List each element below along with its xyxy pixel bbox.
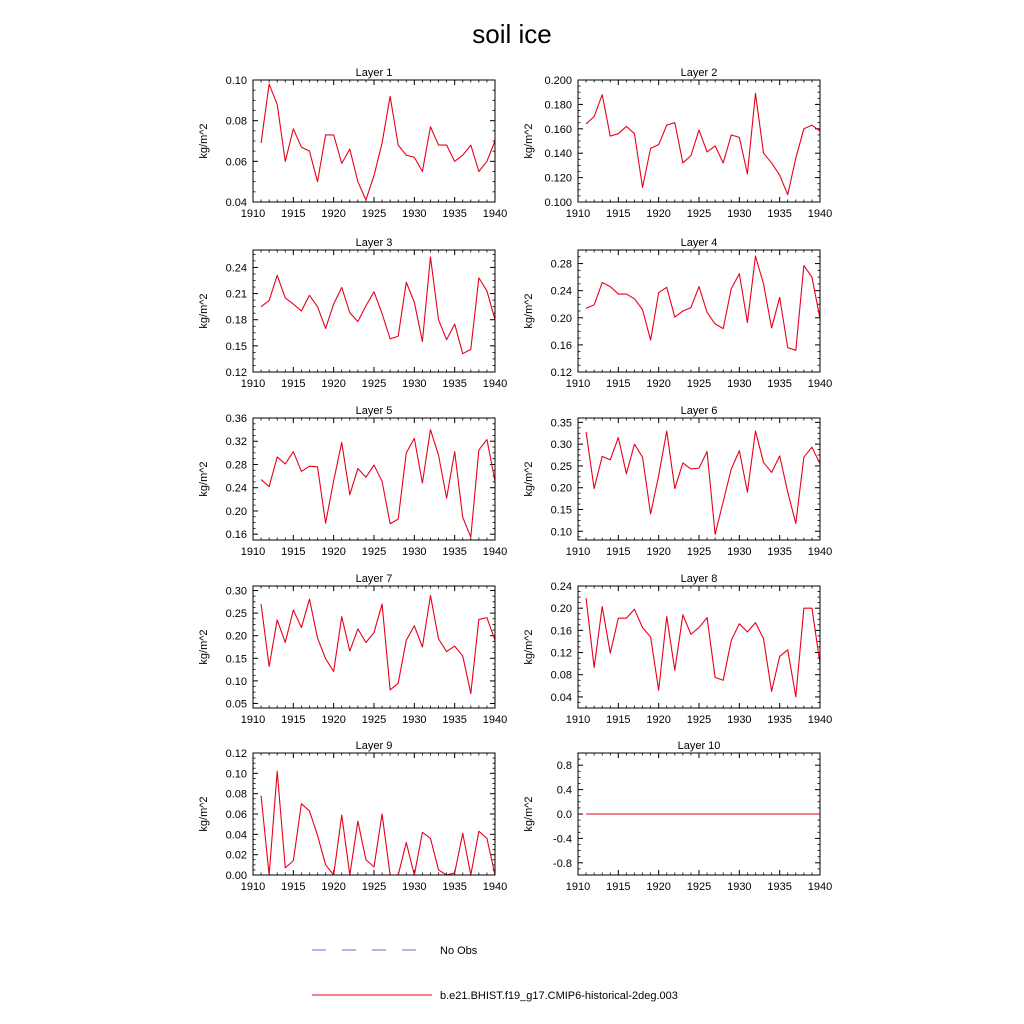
y-tick-label: 0.21 bbox=[225, 288, 247, 301]
panel-title: Layer 4 bbox=[680, 237, 718, 249]
y-tick-label: 0.02 bbox=[225, 849, 247, 862]
y-axis-label: kg/m^2 bbox=[198, 796, 210, 832]
x-tick-label: 1940 bbox=[482, 714, 508, 726]
y-tick-label: 0.28 bbox=[225, 459, 247, 472]
y-tick-label: 0.08 bbox=[225, 788, 247, 801]
x-tick-label: 1920 bbox=[321, 714, 346, 726]
x-tick-label: 1915 bbox=[606, 881, 631, 893]
x-tick-label: 1920 bbox=[646, 881, 671, 893]
x-tick-label: 1920 bbox=[321, 546, 346, 558]
x-tick-label: 1910 bbox=[240, 714, 266, 726]
y-tick-label: 0.15 bbox=[225, 653, 247, 666]
plot-frame bbox=[253, 586, 495, 708]
y-tick-label: 0.12 bbox=[225, 748, 247, 760]
x-tick-label: 1925 bbox=[686, 714, 712, 726]
x-tick-label: 1925 bbox=[361, 881, 387, 893]
y-tick-label: 0.04 bbox=[225, 197, 247, 209]
x-tick-label: 1925 bbox=[686, 208, 712, 220]
panel-title: Layer 2 bbox=[680, 67, 718, 79]
x-tick-label: 1930 bbox=[402, 208, 427, 220]
y-tick-label: 0.35 bbox=[550, 417, 572, 430]
x-tick-label: 1930 bbox=[402, 714, 427, 726]
y-tick-label: 0.20 bbox=[550, 482, 572, 495]
y-tick-label: 0.24 bbox=[225, 262, 247, 275]
x-tick-label: 1920 bbox=[646, 714, 671, 726]
x-tick-label: 1910 bbox=[565, 546, 591, 558]
plot-frame bbox=[578, 418, 820, 540]
series-line bbox=[586, 256, 820, 350]
x-tick-label: 1925 bbox=[686, 378, 712, 390]
series-line bbox=[261, 430, 495, 537]
y-axis-label: kg/m^2 bbox=[523, 293, 535, 329]
x-tick-label: 1910 bbox=[240, 881, 266, 893]
x-tick-label: 1910 bbox=[565, 378, 591, 390]
x-tick-label: 1930 bbox=[727, 378, 752, 390]
y-tick-label: -0.4 bbox=[553, 833, 572, 846]
x-tick-label: 1940 bbox=[807, 881, 833, 893]
x-tick-label: 1940 bbox=[807, 208, 833, 220]
x-tick-label: 1930 bbox=[402, 546, 427, 558]
legend-label-no-obs: No Obs bbox=[440, 945, 478, 957]
y-tick-label: 0.0 bbox=[556, 809, 572, 821]
x-tick-label: 1915 bbox=[606, 378, 631, 390]
x-tick-label: 1915 bbox=[281, 378, 306, 390]
panel-layer-5 bbox=[198, 405, 507, 558]
x-tick-label: 1920 bbox=[646, 208, 671, 220]
panel-title: Layer 1 bbox=[355, 67, 393, 79]
y-tick-label: 0.10 bbox=[225, 768, 247, 781]
y-tick-label: 0.10 bbox=[225, 675, 247, 688]
x-tick-label: 1940 bbox=[807, 378, 833, 390]
y-tick-label: 0.08 bbox=[550, 669, 572, 682]
panel-title: Layer 7 bbox=[355, 573, 393, 585]
x-tick-label: 1910 bbox=[240, 378, 266, 390]
y-axis-label: kg/m^2 bbox=[523, 629, 535, 665]
y-tick-label: 0.12 bbox=[550, 647, 572, 660]
legend-label-model: b.e21.BHIST.f19_g17.CMIP6-historical-2deg.003 bbox=[440, 990, 678, 1002]
panel-title: Layer 8 bbox=[680, 573, 718, 585]
plot-frame bbox=[253, 753, 495, 875]
x-tick-label: 1915 bbox=[606, 208, 631, 220]
panel-title: Layer 3 bbox=[355, 237, 393, 249]
x-tick-label: 1935 bbox=[767, 378, 792, 390]
y-tick-label: 0.08 bbox=[225, 115, 247, 128]
series-line bbox=[586, 598, 820, 697]
y-tick-label: 0.140 bbox=[544, 148, 572, 161]
series-line bbox=[586, 431, 820, 534]
panel-layer-3 bbox=[198, 237, 507, 390]
y-tick-label: 0.20 bbox=[550, 312, 572, 325]
y-tick-label: 0.15 bbox=[550, 504, 572, 517]
y-tick-label: 0.4 bbox=[556, 784, 572, 797]
plot-frame bbox=[253, 80, 495, 202]
y-tick-label: 0.24 bbox=[550, 581, 572, 593]
x-tick-label: 1915 bbox=[281, 546, 306, 558]
x-tick-label: 1925 bbox=[361, 208, 387, 220]
x-tick-label: 1935 bbox=[442, 714, 467, 726]
y-tick-label: 0.00 bbox=[225, 870, 247, 882]
y-tick-label: 0.32 bbox=[225, 436, 247, 449]
x-tick-label: 1920 bbox=[321, 208, 346, 220]
x-tick-label: 1940 bbox=[482, 208, 508, 220]
panel-layer-8 bbox=[523, 573, 832, 726]
x-tick-label: 1925 bbox=[361, 546, 387, 558]
series-line bbox=[586, 93, 820, 194]
x-tick-label: 1935 bbox=[767, 881, 792, 893]
y-tick-label: 0.24 bbox=[550, 285, 572, 298]
x-tick-label: 1920 bbox=[646, 378, 671, 390]
panel-layer-2 bbox=[523, 67, 832, 220]
y-tick-label: 0.12 bbox=[225, 367, 247, 379]
panel-title: Layer 5 bbox=[355, 405, 393, 417]
x-tick-label: 1930 bbox=[402, 378, 427, 390]
plot-frame bbox=[578, 586, 820, 708]
y-tick-label: 0.160 bbox=[544, 123, 572, 136]
panel-layer-6 bbox=[523, 405, 832, 558]
x-tick-label: 1915 bbox=[281, 714, 306, 726]
y-tick-label: 0.16 bbox=[225, 529, 247, 542]
y-tick-label: 0.8 bbox=[556, 760, 572, 773]
y-tick-label: 0.120 bbox=[544, 172, 572, 185]
series-line bbox=[261, 257, 495, 354]
x-tick-label: 1915 bbox=[281, 881, 306, 893]
y-tick-label: 0.100 bbox=[544, 197, 572, 209]
x-tick-label: 1935 bbox=[442, 378, 467, 390]
panel-layer-7 bbox=[198, 573, 507, 726]
y-tick-label: 0.20 bbox=[225, 505, 247, 518]
x-tick-label: 1940 bbox=[482, 378, 508, 390]
y-axis-label: kg/m^2 bbox=[198, 293, 210, 329]
x-tick-label: 1930 bbox=[727, 714, 752, 726]
x-tick-label: 1930 bbox=[727, 208, 752, 220]
y-axis-label: kg/m^2 bbox=[523, 123, 535, 159]
x-tick-label: 1935 bbox=[767, 546, 792, 558]
y-tick-label: 0.30 bbox=[225, 585, 247, 598]
y-tick-label: 0.28 bbox=[550, 258, 572, 271]
x-tick-label: 1925 bbox=[686, 881, 712, 893]
y-tick-label: 0.04 bbox=[225, 829, 247, 842]
y-tick-label: 0.30 bbox=[550, 439, 572, 452]
x-tick-label: 1935 bbox=[442, 208, 467, 220]
x-tick-label: 1910 bbox=[565, 208, 591, 220]
y-tick-label: 0.15 bbox=[225, 340, 247, 353]
x-tick-label: 1925 bbox=[361, 378, 387, 390]
x-tick-label: 1910 bbox=[565, 881, 591, 893]
panel-layer-1 bbox=[198, 67, 507, 220]
y-tick-label: 0.24 bbox=[225, 482, 247, 495]
x-tick-label: 1910 bbox=[565, 714, 591, 726]
y-axis-label: kg/m^2 bbox=[198, 123, 210, 159]
panel-title: Layer 6 bbox=[680, 405, 718, 417]
y-tick-label: 0.05 bbox=[225, 698, 247, 711]
panel-layer-9 bbox=[198, 740, 507, 893]
x-tick-label: 1920 bbox=[321, 881, 346, 893]
y-tick-label: 0.10 bbox=[550, 526, 572, 539]
panel-layer-10 bbox=[523, 740, 832, 893]
y-tick-label: 0.06 bbox=[225, 156, 247, 169]
x-tick-label: 1935 bbox=[767, 714, 792, 726]
x-tick-label: 1930 bbox=[727, 881, 752, 893]
y-axis-label: kg/m^2 bbox=[198, 461, 210, 497]
y-tick-label: 0.04 bbox=[550, 691, 572, 704]
x-tick-label: 1940 bbox=[807, 714, 833, 726]
series-line bbox=[261, 84, 495, 200]
y-tick-label: 0.18 bbox=[225, 314, 247, 327]
panels bbox=[198, 67, 832, 893]
panel-title: Layer 9 bbox=[355, 740, 393, 752]
figure-title: soil ice bbox=[472, 19, 552, 49]
legend bbox=[312, 945, 678, 1002]
y-axis-label: kg/m^2 bbox=[523, 461, 535, 497]
plot-frame bbox=[578, 250, 820, 372]
x-tick-label: 1925 bbox=[361, 714, 387, 726]
y-tick-label: 0.10 bbox=[225, 75, 247, 87]
panel-layer-4 bbox=[523, 237, 832, 390]
series-line bbox=[261, 771, 495, 875]
x-tick-label: 1920 bbox=[321, 378, 346, 390]
y-tick-label: 0.20 bbox=[550, 603, 572, 616]
x-tick-label: 1935 bbox=[767, 208, 792, 220]
y-tick-label: 0.12 bbox=[550, 367, 572, 379]
x-tick-label: 1935 bbox=[442, 546, 467, 558]
x-tick-label: 1915 bbox=[281, 208, 306, 220]
x-tick-label: 1930 bbox=[727, 546, 752, 558]
x-tick-label: 1910 bbox=[240, 208, 266, 220]
x-tick-label: 1920 bbox=[646, 546, 671, 558]
y-tick-label: 0.16 bbox=[550, 339, 572, 352]
x-tick-label: 1925 bbox=[686, 546, 712, 558]
y-tick-label: 0.25 bbox=[225, 608, 247, 621]
x-tick-label: 1935 bbox=[442, 881, 467, 893]
y-tick-label: 0.25 bbox=[550, 460, 572, 473]
y-tick-label: 0.180 bbox=[544, 99, 572, 112]
plot-frame bbox=[253, 250, 495, 372]
y-tick-label: 0.06 bbox=[225, 809, 247, 821]
y-tick-label: 0.200 bbox=[544, 75, 572, 87]
series-line bbox=[261, 595, 495, 693]
y-tick-label: -0.8 bbox=[553, 857, 572, 870]
x-tick-label: 1940 bbox=[482, 881, 508, 893]
x-tick-label: 1930 bbox=[402, 881, 427, 893]
y-axis-label: kg/m^2 bbox=[198, 629, 210, 665]
y-tick-label: 0.20 bbox=[225, 630, 247, 643]
x-tick-label: 1915 bbox=[606, 546, 631, 558]
panel-title: Layer 10 bbox=[677, 740, 721, 752]
x-tick-label: 1940 bbox=[482, 546, 508, 558]
x-tick-label: 1915 bbox=[606, 714, 631, 726]
y-tick-label: 0.36 bbox=[225, 413, 247, 425]
plot-frame bbox=[253, 418, 495, 540]
x-tick-label: 1910 bbox=[240, 546, 266, 558]
x-tick-label: 1940 bbox=[807, 546, 833, 558]
y-axis-label: kg/m^2 bbox=[523, 796, 535, 832]
y-tick-label: 0.16 bbox=[550, 625, 572, 638]
